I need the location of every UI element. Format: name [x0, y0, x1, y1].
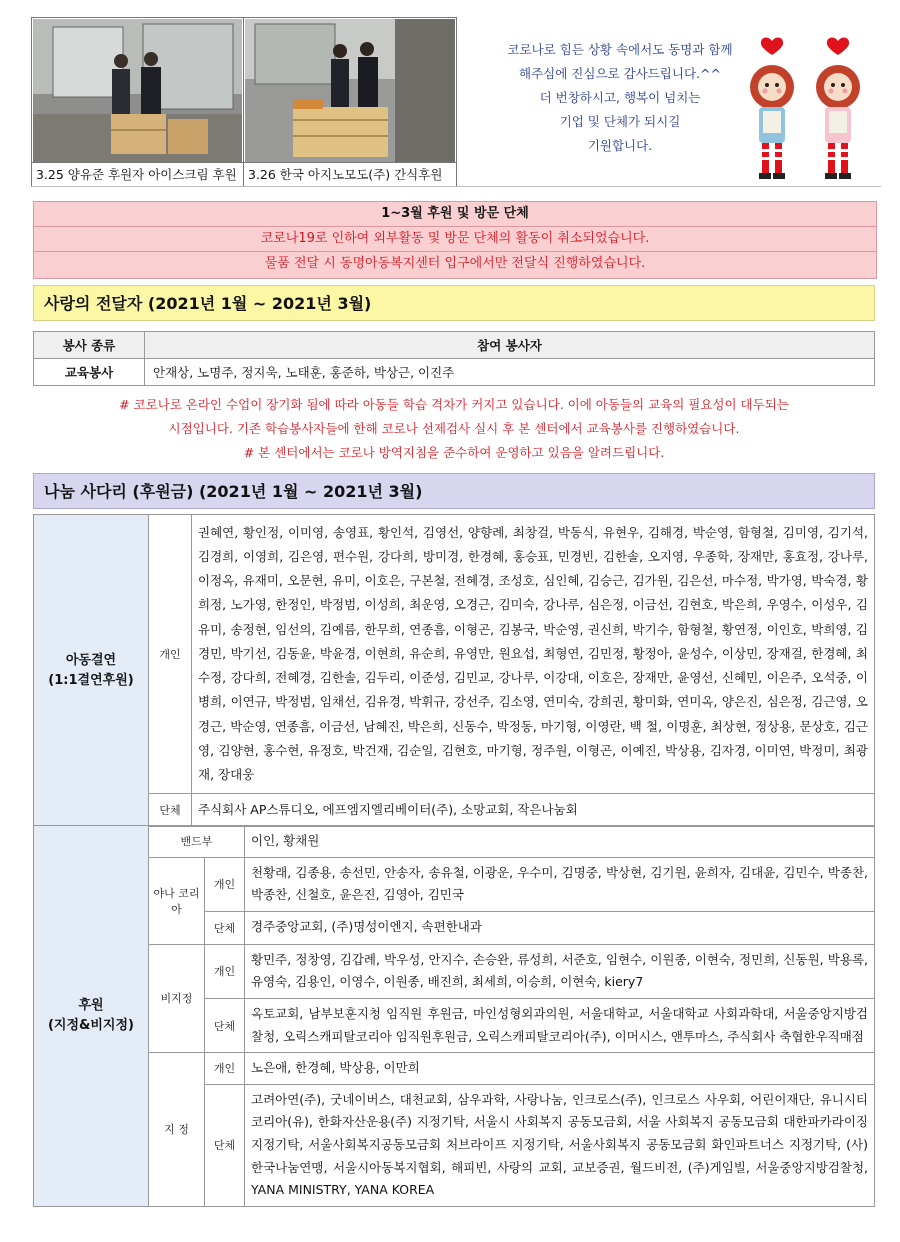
photo-strip	[31, 17, 457, 187]
yana-group-names: 경주중앙교회, (주)명성이엔지, 속편한내과	[245, 911, 875, 944]
table-header-row	[34, 332, 875, 359]
thank-you-message	[470, 38, 770, 158]
thanks-line: 코로나로 힘든 상황 속에서도 동명과 함께	[507, 42, 733, 57]
column-header-type: 봉사 종류	[34, 332, 145, 359]
table-row	[34, 826, 875, 858]
column-header-people: 참여 봉사자	[145, 332, 875, 359]
designated-individual-names: 노은애, 한경혜, 박상용, 이만희	[245, 1053, 875, 1085]
designated-label: 지 정	[149, 1053, 205, 1207]
individual-label: 개인	[205, 857, 245, 911]
doll-illustration	[742, 35, 877, 185]
group-label: 단체	[205, 911, 245, 944]
undesignated-label: 비지정	[149, 944, 205, 1052]
volunteer-notes	[33, 393, 875, 465]
individual-label: 개인	[149, 515, 192, 794]
group-label: 단체	[149, 794, 192, 827]
thanks-line: 더 번창하시고, 행복이 넘치는	[539, 90, 701, 105]
photo-card-2	[244, 18, 456, 186]
volunteer-table	[33, 331, 875, 386]
band-names: 이인, 황채원	[245, 826, 875, 858]
yana-individual-names: 천황래, 김종용, 송선민, 안송자, 송유철, 이광운, 우수미, 김명중, 박상현, 김기원, 윤희자, 김대윤, 김민수, 박종찬, 박종찬, 신철호, 윤은진, 김영아, 김민국	[245, 857, 875, 911]
support-label	[34, 826, 149, 1207]
table-row	[34, 1053, 875, 1085]
notice-box	[33, 201, 877, 279]
support-table	[33, 825, 875, 1207]
sisterhood-individual-names: 권혜연, 황인정, 이미영, 송영표, 황인석, 김영선, 양향례, 최창걸, 박동식, 유현우, 김해경, 박순영, 함형철, 김미영, 김기석, 김경희, 이영희, 김은영, 편수원, 강다희, 방미경, 한경혜, 홍승표, 민경빈, 김한솔, 오지영, 우종학, 장재만, 홍효정, 강나루, 이정옥, 유재미, 오문현, 유미, 이호은, 구본철, 전혜경, 조성호, 심인혜, 김승근, 김가원, 김은선, 마수정, 박가영, 박숙경, 황희정, 노가영, 한정인, 박정범, 이성희, 최운영, 오경근, 김미숙, 강나루, 심은정, 이금선, 김현호, 박은희, 우영수, 이성우, 김유미, 송정현, 임선의, 김예름, 한무희, 연종흠, 이형곤, 김봉국, 박순영, 권신희, 박기수, 함형철, 황연정, 이인호, 박희영, 김경민, 박기선, 김동윤, 박윤경, 이현희, 유순희, 유영만, 원요섭, 최형연, 김민정, 황정아, 윤성수, 이상민, 장재걸, 한경혜, 최수정, 강다희, 전혜경, 김한솔, 김두리, 이준성, 김민교, 강나루, 이강대, 이호은, 장재만, 윤영선, 신혜민, 이은주, 오석중, 이병희, 이연규, 박정범, 임채선, 김유경, 박휘규, 강선주, 김소영, 연미숙, 강희권, 황미화, 연미옥, 양은진, 심은정, 김근영, 오경근, 박순영, 연종흠, 이금선, 남혜진, 박은희, 신동수, 박정동, 마기형, 이영란, 백 철, 이명훈, 최상현, 정상용, 문상호, 김근영, 김양현, 홍수현, 유정호, 박건재, 김순일, 김현호, 마기형, 정주원, 이형곤, 이예진, 박상용, 김자경, 이미연, 박정미, 최광재, 장대웅	[192, 515, 875, 794]
table-row	[34, 794, 875, 827]
sisterhood-title: 아동결연	[65, 652, 117, 668]
note-line: 시점입니다. 기존 학습봉사자들에 한해 코로나 선제검사 실시 후 본 센터에서 교육봉사를 진행하였습니다.	[168, 421, 740, 436]
photo-caption-1: 3.25 양유준 후원자 아이스크림 후원	[32, 162, 243, 186]
note-line: # 코로나로 온라인 수업이 장기화 됨에 따라 아동들 학습 격차가 커지고 있습니다. 이에 아동들의 교육의 필요성이 대두되는	[119, 397, 789, 412]
undesignated-individual-names: 황민주, 정창영, 김갑례, 박우성, 안지수, 손승완, 류성희, 서준호, 임현수, 이원종, 이현숙, 정민희, 신동원, 박용록, 유영숙, 김용인, 이영수, 이원종, 배진희, 최세희, 이승희, 이현숙, kiery7	[245, 944, 875, 998]
group-label: 단체	[205, 1084, 245, 1206]
sisterhood-subtitle: (1:1결연후원)	[48, 672, 134, 688]
photo-caption-2: 3.26 한국 아지노모도(주) 간식후원	[244, 162, 456, 186]
undesignated-group-names: 옥토교회, 남부보훈지청 임직원 후원금, 마인성형외과의원, 서울대학교, 서울대학교 사회과학대, 서울중앙지방검찰청, 오릭스캐피탈코리아 임직원후원금, 오릭스캐피탈코리아(주), 이머시스, 앤투마스, 주식회사 축협한우직매점	[245, 998, 875, 1052]
divider	[31, 186, 881, 187]
volunteer-heading: 사랑의 전달자 (2021년 1월 ~ 2021년 3월)	[33, 285, 875, 321]
thanks-line: 기원합니다.	[587, 138, 653, 153]
sisterhood-table	[33, 514, 875, 827]
support-subtitle: (지정&비지정)	[47, 1017, 134, 1033]
table-row	[34, 359, 875, 386]
support-title: 후원	[78, 997, 104, 1013]
thanks-line: 기업 및 단체가 되시길	[559, 114, 681, 129]
individual-label: 개인	[205, 944, 245, 998]
table-row	[34, 857, 875, 911]
individual-label: 개인	[205, 1053, 245, 1085]
band-label: 밴드부	[149, 826, 245, 858]
table-row	[34, 944, 875, 998]
sisterhood-group-names: 주식회사 AP스튜디오, 에프엠지엘리베이터(주), 소망교회, 작은나눔회	[192, 794, 875, 827]
notice-title: 1~3월 후원 및 방문 단체	[381, 206, 529, 221]
notice-line: 물품 전달 시 동명아동복지센터 입구에서만 전달식 진행하였습니다.	[34, 251, 876, 276]
volunteer-type: 교육봉사	[34, 359, 145, 386]
yana-label: 야나 코리아	[149, 857, 205, 944]
volunteer-people: 안재상, 노명주, 정지욱, 노태훈, 홍준하, 박상근, 이진주	[145, 359, 875, 386]
group-label: 단체	[205, 998, 245, 1052]
snack-donation-photo	[245, 19, 455, 162]
designated-group-names: 고려아연(주), 굿네이버스, 대천교회, 삼우과학, 사랑나눔, 인크로스(주), 인크로스 사우회, 어린이재단, 유니시티코리아(유), 한화자산운용(주) 지정기탁, 서울시 사회복지 공동모금회, 서울 사회복지 공동모금회 대한파카라이징 지정기탁, 서울사회복지공동모금회 처브라이프 지정기탁, 서울사회복지 공동모금회 화인파트너스 지정기탁, (사)한국나눔연맹, 서울시아동복지협회, 해피빈, 사랑의 교회, 교보증권, 월드비전, (주)게임빌, 서울중앙지방검찰청, YANA MINISTRY, YANA KOREA	[245, 1084, 875, 1206]
notice-line: 코로나19로 인하여 외부활동 및 방문 단체의 활동이 취소되었습니다.	[34, 226, 876, 251]
table-row	[34, 515, 875, 794]
sisterhood-label	[34, 515, 149, 827]
sponsors-heading: 나눔 사다리 (후원금) (2021년 1월 ~ 2021년 3월)	[33, 473, 875, 509]
note-line: # 본 센터에서는 코로나 방역지침을 준수하여 운영하고 있음을 알려드립니다.	[243, 445, 665, 460]
ice-cream-donation-photo	[33, 19, 242, 162]
photo-card-1	[32, 18, 244, 186]
thanks-line: 해주심에 진심으로 감사드립니다.^^	[519, 66, 721, 81]
